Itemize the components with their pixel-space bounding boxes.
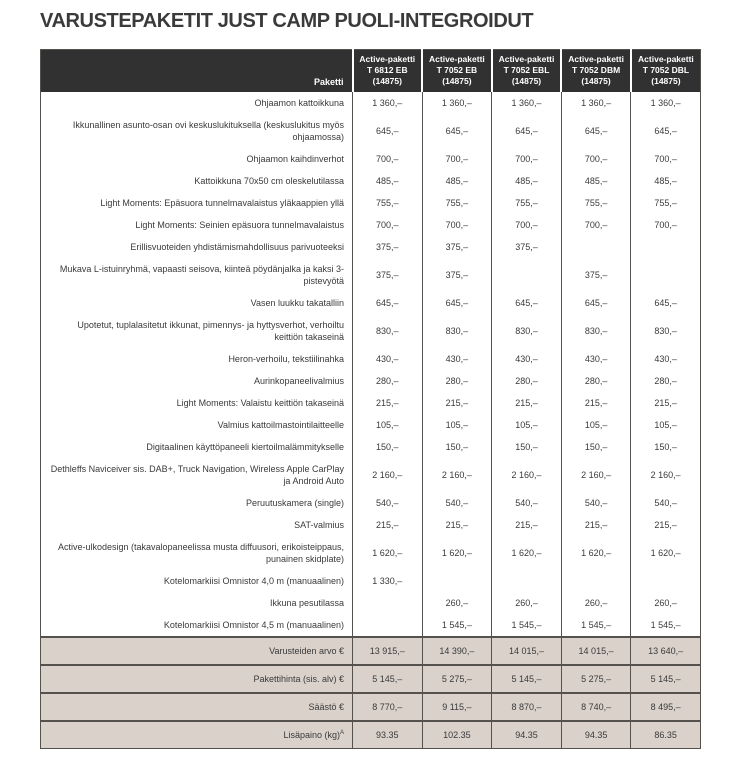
row-label: Erillisvuoteiden yhdistämismahdollisuus parivuoteeksi xyxy=(130,242,344,252)
row-label: Aurinkopaneelivalmius xyxy=(253,376,344,386)
price-cell: 700,– xyxy=(631,214,701,236)
price-cell: 260,– xyxy=(561,592,631,614)
price-cell: 2 160,– xyxy=(422,458,492,492)
table-row xyxy=(41,292,701,314)
price-cell: 1 360,– xyxy=(492,92,562,114)
price-cell: 755,– xyxy=(492,192,562,214)
row-label: Upotetut, tuplalasitetut ikkunat, pimennys- ja hyttysverhot, verhoiltu keittiön takaseinä xyxy=(77,320,344,342)
summary-value-cell: 8 770,– xyxy=(353,693,423,721)
price-cell: 645,– xyxy=(353,114,423,148)
price-cell: 150,– xyxy=(561,436,631,458)
row-label: Mukava L-istuinryhmä, vapaasti seisova, kiinteä pöydänjalka ja kaksi 3-pistevyötä xyxy=(59,264,344,286)
price-cell: 1 620,– xyxy=(631,536,701,570)
summary-row xyxy=(41,637,701,665)
row-label: Ohjaamon kattoikkuna xyxy=(254,98,344,108)
price-cell: 430,– xyxy=(631,348,701,370)
table-row xyxy=(41,414,701,436)
price-cell: 430,– xyxy=(353,348,423,370)
summary-value-cell: 5 275,– xyxy=(561,665,631,693)
price-cell: 215,– xyxy=(561,514,631,536)
price-cell: 700,– xyxy=(631,148,701,170)
column-header-line: Active-paketti xyxy=(429,54,485,64)
column-header-line: T 7052 EB xyxy=(436,65,478,75)
row-label: Kotelomarkiisi Omnistor 4,5 m (manuaalinen) xyxy=(163,620,344,630)
price-cell: 375,– xyxy=(422,236,492,258)
price-cell: 1 620,– xyxy=(561,536,631,570)
column-header-line: Active-paketti xyxy=(638,54,694,64)
table-row xyxy=(41,370,701,392)
price-cell: 280,– xyxy=(492,370,562,392)
table-row xyxy=(41,436,701,458)
column-header-line: T 7052 DBL xyxy=(642,65,690,75)
price-cell: 215,– xyxy=(353,392,423,414)
price-cell: 540,– xyxy=(631,492,701,514)
row-label: Light Moments: Epäsuora tunnelmavalaistus yläkaappien yllä xyxy=(100,198,344,208)
price-cell xyxy=(353,614,423,637)
price-cell: 1 545,– xyxy=(492,614,562,637)
price-cell: 485,– xyxy=(631,170,701,192)
price-cell: 645,– xyxy=(631,114,701,148)
summary-value-cell: 102.35 xyxy=(422,721,492,749)
table-row xyxy=(41,392,701,414)
price-cell: 215,– xyxy=(561,392,631,414)
price-cell: 645,– xyxy=(353,292,423,314)
price-cell: 700,– xyxy=(353,214,423,236)
price-cell: 700,– xyxy=(492,148,562,170)
price-cell: 375,– xyxy=(353,236,423,258)
column-header-line: (14875) xyxy=(581,76,611,86)
price-cell: 540,– xyxy=(561,492,631,514)
summary-row-label: Säästö € xyxy=(41,693,353,721)
price-cell: 1 620,– xyxy=(353,536,423,570)
summary-value-cell: 5 145,– xyxy=(631,665,701,693)
summary-row xyxy=(41,665,701,693)
summary-row-label: Lisäpaino (kg)$^A$ xyxy=(41,721,353,749)
price-cell: 830,– xyxy=(353,314,423,348)
price-cell: 280,– xyxy=(422,370,492,392)
table-row xyxy=(41,348,701,370)
price-cell: 485,– xyxy=(353,170,423,192)
summary-value-cell: 94.35 xyxy=(492,721,562,749)
price-cell: 645,– xyxy=(492,292,562,314)
price-cell: 1 545,– xyxy=(422,614,492,637)
column-header-line: (14875) xyxy=(372,76,402,86)
column-header-line: Active-paketti xyxy=(498,54,555,64)
table-body xyxy=(41,92,701,749)
price-cell: 260,– xyxy=(631,592,701,614)
column-header-line: (14875) xyxy=(651,76,681,86)
table-row xyxy=(41,170,701,192)
price-cell xyxy=(492,570,562,592)
equipment-package-table xyxy=(40,49,701,749)
row-label: SAT-valmius xyxy=(294,520,344,530)
summary-value-cell: 14 015,– xyxy=(561,637,631,665)
price-cell xyxy=(561,570,631,592)
column-header-line: (14875) xyxy=(511,76,542,86)
price-cell: 2 160,– xyxy=(353,458,423,492)
price-cell: 2 160,– xyxy=(631,458,701,492)
price-cell: 1 360,– xyxy=(631,92,701,114)
price-cell: 1 330,– xyxy=(353,570,423,592)
price-cell: 430,– xyxy=(422,348,492,370)
price-cell: 755,– xyxy=(631,192,701,214)
row-label: Digitaalinen käyttöpaneeli kiertoilmalämmitykselle xyxy=(146,442,344,452)
page-title: VARUSTEPAKETIT JUST CAMP PUOLI-INTEGROIDUT xyxy=(40,10,534,32)
column-header-line: T 6812 EB xyxy=(366,65,408,75)
price-cell: 755,– xyxy=(353,192,423,214)
summary-row xyxy=(41,721,701,749)
price-cell: 540,– xyxy=(422,492,492,514)
table-row xyxy=(41,258,701,292)
row-label: Ikkuna pesutilassa xyxy=(269,598,344,608)
table-row xyxy=(41,458,701,492)
price-cell: 1 360,– xyxy=(561,92,631,114)
price-cell: 215,– xyxy=(422,514,492,536)
price-cell: 375,– xyxy=(422,258,492,292)
price-cell: 215,– xyxy=(492,514,562,536)
row-label: Kattoikkuna 70x50 cm oleskelutilassa xyxy=(194,176,344,186)
price-cell: 150,– xyxy=(631,436,701,458)
column-header-model-1 xyxy=(353,50,423,93)
footnote-mark: A xyxy=(339,730,344,736)
row-label: Dethleffs Naviceiver sis. DAB+, Truck Navigation, Wireless Apple CarPlay ja Android Auto xyxy=(50,464,344,486)
price-cell: 485,– xyxy=(561,170,631,192)
table-row xyxy=(41,592,701,614)
price-cell: 540,– xyxy=(492,492,562,514)
summary-value-cell: 9 115,– xyxy=(422,693,492,721)
price-cell: 485,– xyxy=(492,170,562,192)
price-cell: 830,– xyxy=(631,314,701,348)
price-cell: 645,– xyxy=(422,292,492,314)
table-row xyxy=(41,148,701,170)
price-cell: 485,– xyxy=(422,170,492,192)
column-header-model-3 xyxy=(492,50,562,93)
column-header-model-2 xyxy=(422,50,492,93)
summary-value-cell: 86.35 xyxy=(631,721,701,749)
row-label: Active-ulkodesign (takavalopaneelissa musta diffuusori, erikoisteippaus, punainen skidplate) xyxy=(58,542,344,564)
summary-value-cell: 5 145,– xyxy=(353,665,423,693)
price-cell xyxy=(422,570,492,592)
column-header-line: (14875) xyxy=(442,76,472,86)
price-cell: 700,– xyxy=(561,214,631,236)
summary-value-cell: 13 640,– xyxy=(631,637,701,665)
price-cell: 260,– xyxy=(422,592,492,614)
price-cell: 375,– xyxy=(353,258,423,292)
row-label: Light Moments: Seinien epäsuora tunnelmavalaistus xyxy=(135,220,344,230)
row-label: Valmius kattoilmastointilaitteelle xyxy=(217,420,344,430)
price-cell: 1 545,– xyxy=(631,614,701,637)
price-cell: 1 620,– xyxy=(492,536,562,570)
price-cell: 2 160,– xyxy=(561,458,631,492)
price-cell: 1 545,– xyxy=(561,614,631,637)
price-cell: 280,– xyxy=(561,370,631,392)
price-cell: 645,– xyxy=(561,114,631,148)
price-cell: 375,– xyxy=(561,258,631,292)
price-cell: 1 360,– xyxy=(422,92,492,114)
table-row xyxy=(41,236,701,258)
table-row xyxy=(41,92,701,114)
row-label: Vasen luukku takatalliin xyxy=(250,298,344,308)
price-cell: 280,– xyxy=(631,370,701,392)
summary-value-cell: 8 740,– xyxy=(561,693,631,721)
price-cell: 1 620,– xyxy=(422,536,492,570)
summary-value-cell: 8 495,– xyxy=(631,693,701,721)
column-header-paketti: Paketti xyxy=(41,50,353,93)
price-cell xyxy=(492,258,562,292)
price-cell: 700,– xyxy=(422,214,492,236)
price-cell: 215,– xyxy=(422,392,492,414)
price-cell: 700,– xyxy=(422,148,492,170)
table-row xyxy=(41,570,701,592)
price-cell: 700,– xyxy=(492,214,562,236)
summary-value-cell: 14 390,– xyxy=(422,637,492,665)
price-cell: 105,– xyxy=(422,414,492,436)
summary-value-cell: 14 015,– xyxy=(492,637,562,665)
price-cell: 430,– xyxy=(492,348,562,370)
table-header-row xyxy=(41,50,701,93)
price-cell xyxy=(631,570,701,592)
price-cell: 215,– xyxy=(492,392,562,414)
price-cell: 150,– xyxy=(353,436,423,458)
price-cell: 150,– xyxy=(492,436,562,458)
summary-value-cell: 13 915,– xyxy=(353,637,423,665)
table-row xyxy=(41,214,701,236)
price-cell: 150,– xyxy=(422,436,492,458)
row-label: Ikkunallinen asunto-osan ovi keskuslukituksella (keskuslukitus myös ohjaamossa) xyxy=(72,120,344,142)
price-cell: 1 360,– xyxy=(353,92,423,114)
price-cell: 755,– xyxy=(422,192,492,214)
price-cell: 105,– xyxy=(492,414,562,436)
price-cell: 280,– xyxy=(353,370,423,392)
price-cell: 755,– xyxy=(561,192,631,214)
column-header-model-5 xyxy=(631,50,701,93)
column-header-line: Active-paketti xyxy=(568,54,624,64)
row-label: Peruutuskamera (single) xyxy=(245,498,344,508)
price-cell: 260,– xyxy=(492,592,562,614)
price-cell: 645,– xyxy=(561,292,631,314)
summary-value-cell: 93.35 xyxy=(353,721,423,749)
price-cell: 215,– xyxy=(353,514,423,536)
summary-value-cell: 8 870,– xyxy=(492,693,562,721)
table-row xyxy=(41,314,701,348)
summary-row-label: Varusteiden arvo € xyxy=(41,637,353,665)
table-row xyxy=(41,536,701,570)
table-row xyxy=(41,514,701,536)
row-label: Ohjaamon kaihdinverhot xyxy=(246,154,344,164)
price-cell: 830,– xyxy=(561,314,631,348)
row-label: Heron-verhoilu, tekstiilinahka xyxy=(228,354,344,364)
price-cell xyxy=(353,592,423,614)
price-cell xyxy=(561,236,631,258)
price-cell: 105,– xyxy=(561,414,631,436)
price-cell: 830,– xyxy=(422,314,492,348)
price-cell: 430,– xyxy=(561,348,631,370)
price-cell: 105,– xyxy=(631,414,701,436)
table-row xyxy=(41,614,701,637)
price-cell: 645,– xyxy=(492,114,562,148)
table-row xyxy=(41,114,701,148)
price-cell: 645,– xyxy=(422,114,492,148)
price-cell xyxy=(631,236,701,258)
column-header-model-4 xyxy=(561,50,631,93)
summary-value-cell: 5 275,– xyxy=(422,665,492,693)
price-cell: 215,– xyxy=(631,514,701,536)
price-cell: 105,– xyxy=(353,414,423,436)
column-header-line: T 7052 EBL xyxy=(503,65,550,75)
column-header-line: T 7052 DBM xyxy=(571,65,621,75)
summary-row xyxy=(41,693,701,721)
price-cell: 215,– xyxy=(631,392,701,414)
table-row xyxy=(41,192,701,214)
price-cell: 375,– xyxy=(492,236,562,258)
price-cell: 700,– xyxy=(353,148,423,170)
table-row xyxy=(41,492,701,514)
price-cell: 540,– xyxy=(353,492,423,514)
column-header-line: Active-paketti xyxy=(359,54,416,64)
row-label: Light Moments: Valaistu keittiön takaseinä xyxy=(176,398,344,408)
price-cell: 830,– xyxy=(492,314,562,348)
price-cell: 2 160,– xyxy=(492,458,562,492)
price-cell: 700,– xyxy=(561,148,631,170)
summary-value-cell: 5 145,– xyxy=(492,665,562,693)
price-cell: 645,– xyxy=(631,292,701,314)
summary-value-cell: 94.35 xyxy=(561,721,631,749)
price-cell xyxy=(631,258,701,292)
row-label: Kotelomarkiisi Omnistor 4,0 m (manuaalinen) xyxy=(163,576,344,586)
summary-row-label: Pakettihinta (sis. alv) € xyxy=(41,665,353,693)
